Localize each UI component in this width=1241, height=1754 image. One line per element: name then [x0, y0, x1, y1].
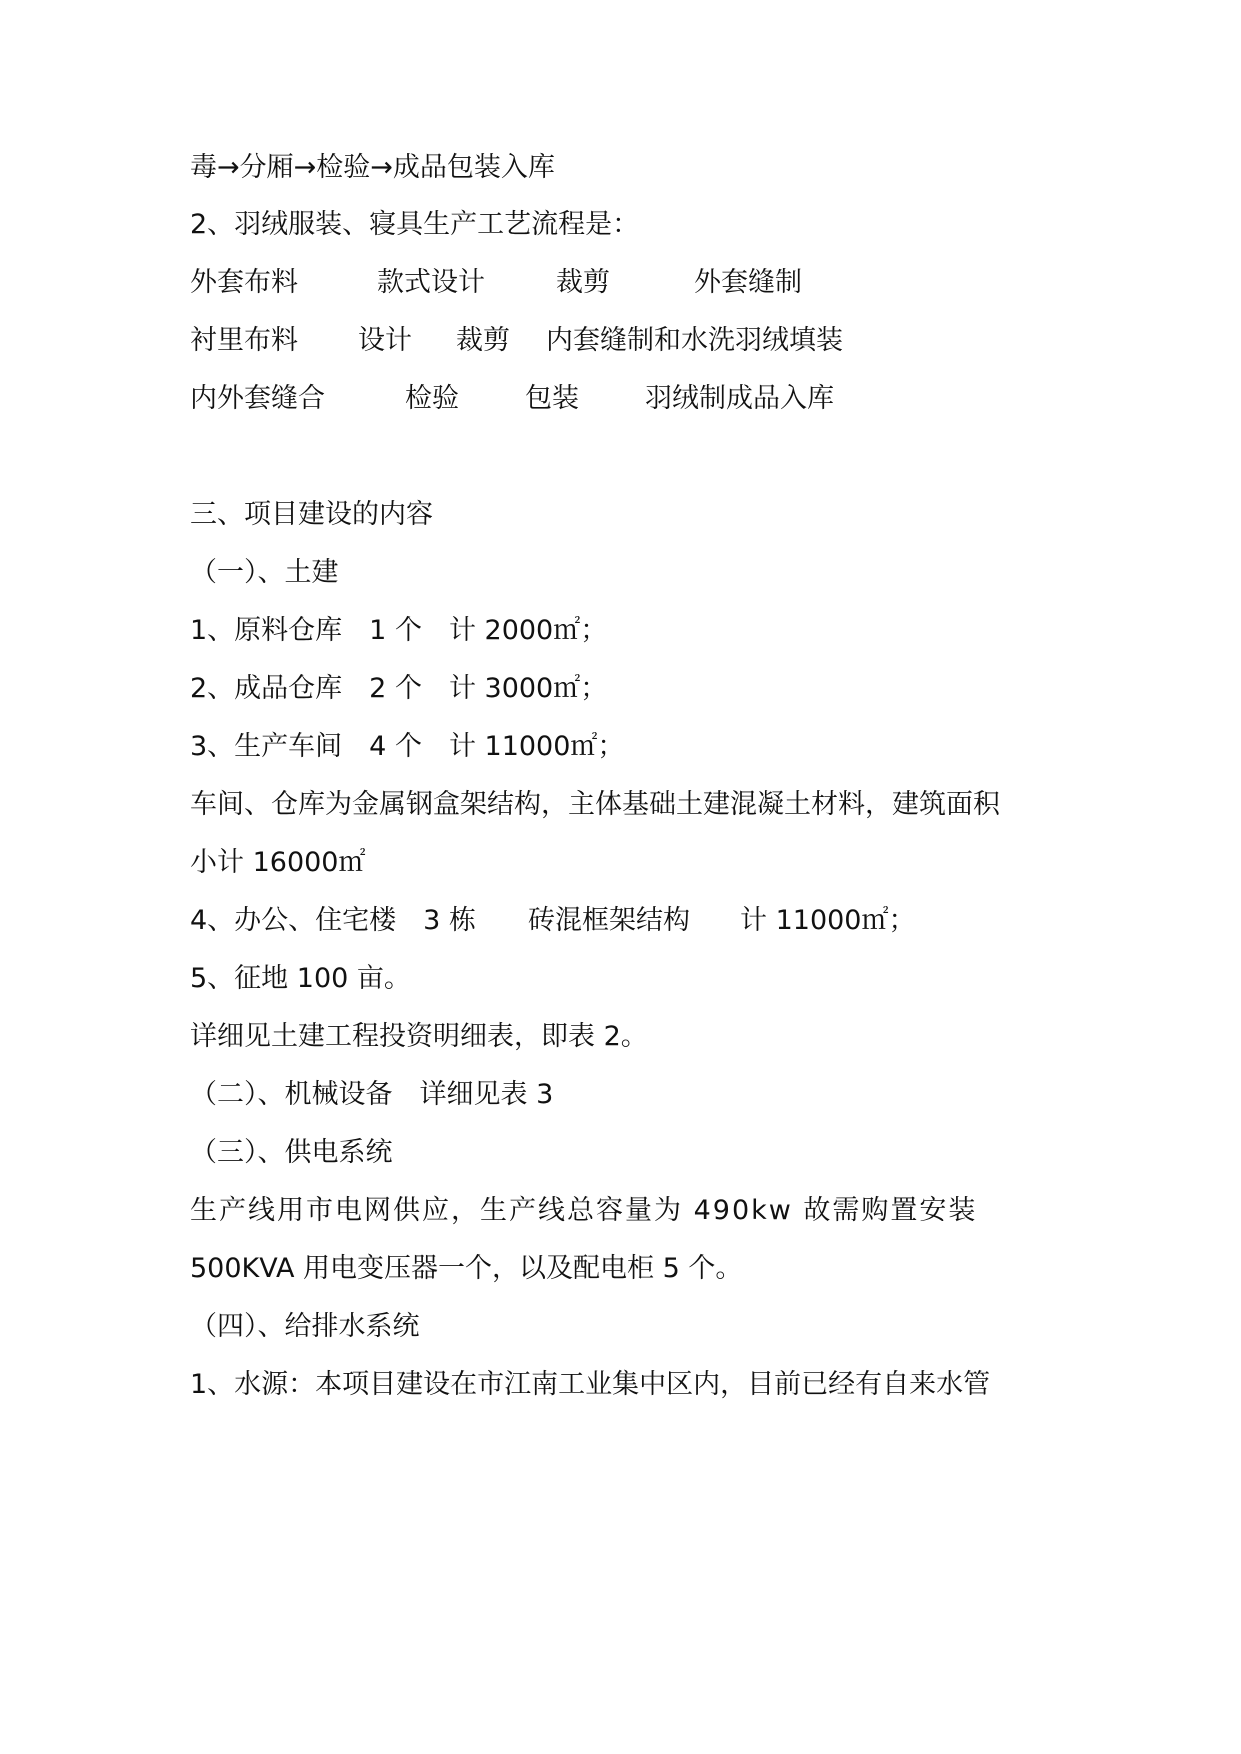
subsection-4-heading: （四）、给排水系统	[190, 1311, 420, 1342]
subsection-3-heading: （三）、供电系统	[190, 1137, 393, 1168]
flow-step: 设计	[358, 325, 412, 356]
water-item-1: 1、水源：本项目建设在市江南工业集中区内，目前已经有自来水管	[190, 1369, 991, 1400]
power-description-line-2: 500KVA 用电变压器一个，以及配电柜 5 个。	[190, 1253, 743, 1284]
process-flow-continuation: 毒→分厢→检验→成品包装入库	[190, 152, 555, 183]
power-description-line-1: 生产线用市电网供应，生产线总容量为 490kw 故需购置安装	[190, 1195, 978, 1226]
subsection-2-heading: （二）、机械设备 详细见表 3	[190, 1079, 554, 1110]
civil-item-4-area: 计 11000㎡；	[740, 905, 916, 936]
flow-step: 检验	[405, 383, 459, 414]
civil-detail-note: 详细见土建工程投资明细表，即表 2。	[190, 1021, 648, 1052]
flow-row-assembly	[190, 381, 1090, 417]
flow-step: 羽绒制成品入库	[645, 383, 834, 414]
civil-item-4-name: 4、办公、住宅楼 3 栋	[190, 905, 476, 936]
flow-step: 内外套缝合	[190, 383, 325, 414]
flow-step: 裁剪	[556, 267, 610, 298]
subsection-1-heading: （一）、土建	[190, 557, 339, 588]
flow-step: 外套布料	[190, 267, 298, 298]
structure-description-line-1: 车间、仓库为金属钢盒架结构，主体基础土建混凝土材料，建筑面积	[190, 789, 1000, 820]
item-2-heading: 2、羽绒服装、寝具生产工艺流程是：	[190, 209, 640, 240]
civil-item-1: 1、原料仓库 1 个 计 2000㎡；	[190, 615, 608, 646]
flow-step: 裁剪	[456, 325, 510, 356]
civil-item-4	[190, 903, 1090, 939]
section-3-heading: 三、项目建设的内容	[190, 499, 433, 530]
flow-step: 外套缝制	[694, 267, 802, 298]
structure-description-line-2: 小计 16000㎡	[190, 847, 366, 878]
flow-row-lining	[190, 323, 1090, 359]
civil-item-5: 5、征地 100 亩。	[190, 963, 411, 994]
flow-step: 款式设计	[377, 267, 485, 298]
flow-row-outer	[190, 265, 1090, 301]
flow-step: 内套缝制和水洗羽绒填装	[546, 325, 843, 356]
civil-item-3: 3、生产车间 4 个 计 11000㎡；	[190, 731, 625, 762]
civil-item-4-structure: 砖混框架结构	[528, 905, 690, 936]
civil-item-2: 2、成品仓库 2 个 计 3000㎡；	[190, 673, 608, 704]
flow-step: 衬里布料	[190, 325, 298, 356]
flow-step: 包装	[525, 383, 579, 414]
